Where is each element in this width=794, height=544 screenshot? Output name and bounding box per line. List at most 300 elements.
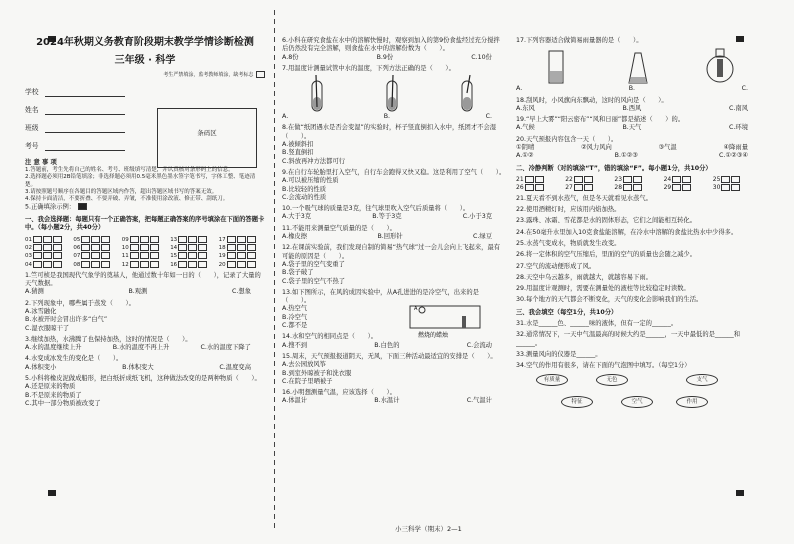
option: C.气温计 — [466, 397, 492, 405]
option: C.其中一部分物质被改变了 — [25, 399, 101, 407]
answer-bubble[interactable] — [43, 261, 52, 268]
answer-cell — [122, 236, 168, 244]
field-label: 学校 — [25, 87, 39, 96]
section1-heading: 一、我会选择题：每题只有一个正确答案，把每题正确答案的序号填涂在下面的答题卡中。（每小题2分，共40分） — [25, 216, 265, 232]
section1-questions — [25, 272, 265, 408]
thermometer-figure — [282, 75, 506, 113]
question — [282, 244, 506, 285]
answer-sheet — [25, 236, 265, 269]
answer-bubble[interactable] — [247, 261, 256, 268]
answer-number: 05 — [73, 236, 81, 243]
answer-bubble[interactable] — [53, 244, 62, 251]
question-text: 14.水和空气的相同点是（ ）。 — [282, 333, 378, 341]
option: C.想象 — [232, 288, 251, 296]
option: A.①② — [516, 152, 534, 160]
answer-cell — [122, 261, 168, 269]
option: C.袋子里的空气不热了 — [282, 277, 346, 285]
gutter-dash — [274, 91, 275, 96]
tf-cell — [664, 184, 713, 192]
answer-bubble[interactable] — [91, 244, 100, 251]
tf-cell — [565, 176, 614, 184]
answer-cell — [25, 261, 71, 269]
answer-number: 01 — [25, 236, 32, 243]
question-text: 16.小明想测量气温，应该选择（ ）。 — [282, 389, 396, 397]
answer-cell — [25, 252, 71, 260]
question-text: 3.继续加热，水沸腾了也保持加热，这时的情况是（ ）。 — [25, 335, 192, 343]
answer-bubble[interactable] — [33, 252, 42, 259]
tf-bubble-t[interactable] — [574, 176, 583, 183]
option: A.大于3克 — [282, 213, 312, 221]
answer-bubble[interactable] — [53, 236, 62, 243]
tf-bubble-t[interactable] — [672, 176, 681, 183]
answer-bubble[interactable] — [227, 261, 236, 268]
option: B.天气 — [622, 124, 642, 132]
tf-bubble-t[interactable] — [672, 184, 681, 191]
answer-number: 14 — [170, 245, 178, 252]
answer-bubble[interactable] — [53, 261, 62, 268]
section2-heading: 二、冷静判断（对的填涂“T”，错的填涂“F”。每小题1分，共10分） — [516, 164, 712, 172]
answer-bubble[interactable] — [227, 236, 236, 243]
option: ④降雨量 — [723, 144, 748, 152]
answer-bubble[interactable] — [81, 252, 90, 259]
tf-statement: 25.水蒸气变成水，物质就发生改变。 — [516, 239, 621, 247]
answer-bubble[interactable] — [237, 252, 246, 259]
answer-bubble[interactable] — [227, 244, 236, 251]
gutter-dash — [274, 397, 275, 402]
bubble-node[interactable]: 有质量 — [536, 374, 568, 386]
tf-statement: 21.夏天看不到水蒸气，但是冬天就看见水蒸气。 — [516, 194, 652, 202]
answer-bubble[interactable] — [198, 244, 207, 251]
answer-number: 08 — [73, 261, 81, 268]
question — [516, 136, 762, 153]
tf-statement: 23.露珠、冰霜、雪花都是水的固体形态，它们之间能相互转化。 — [516, 217, 697, 225]
bubble-map — [516, 374, 762, 422]
option: A. — [282, 113, 289, 121]
note-item: 4.保持卡面清洁，不要折叠、不要弄破、弄皱，不准使用涂改液、修正带、刮纸刀。 — [25, 196, 229, 203]
tf-bubble-t[interactable] — [721, 184, 730, 191]
test-tube-diagram — [454, 75, 484, 113]
question-text: 18.刮风时，小风旗向东飘动，这时的风向是（ ）。 — [516, 96, 668, 104]
option: A.8份 — [282, 53, 299, 61]
tf-bubble-f[interactable] — [584, 176, 593, 183]
tf-statement: 29.用温度计观测时，需要在测量处的液柱等比较稳定时读数。 — [516, 285, 690, 293]
question — [282, 124, 506, 165]
container-diagram — [541, 47, 573, 85]
gutter-dash — [274, 109, 275, 114]
bubble-node[interactable]: 特征 — [561, 396, 593, 408]
gutter-dash — [274, 370, 275, 375]
option: C.会流动 — [466, 341, 492, 349]
option: B.体积变大 — [122, 363, 154, 371]
answer-bubble[interactable] — [237, 236, 246, 243]
option: A.被倾斜扣 — [282, 141, 314, 149]
answer-bubble[interactable] — [188, 252, 197, 259]
option: B.回形针 — [377, 233, 403, 241]
option: C. — [485, 113, 492, 121]
options — [282, 54, 506, 62]
gutter-dash — [274, 82, 275, 87]
fill-blank-item: 34.空气的作用有很多，请在下面的气泡图中填写。（每空1分） — [516, 362, 691, 370]
gutter-dash — [274, 325, 275, 330]
field-line[interactable] — [45, 107, 125, 115]
column-3 — [516, 34, 762, 534]
gutter-dash — [274, 55, 275, 60]
tf-number: 21 — [516, 175, 524, 183]
option: A.可以被压缩的性质 — [282, 177, 339, 185]
option: C.都不是 — [282, 322, 308, 330]
option: B.等于3克 — [372, 213, 402, 221]
answer-bubble[interactable] — [91, 252, 100, 259]
field-line[interactable] — [45, 125, 125, 133]
tf-bubble-t[interactable] — [623, 176, 632, 183]
answer-bubble[interactable] — [178, 261, 187, 268]
gutter-dash — [274, 406, 275, 411]
answer-bubble[interactable] — [53, 252, 62, 259]
answer-bubble[interactable] — [101, 244, 110, 251]
note-item: 1.答题前，考生先将自己的姓名、考号、班级填写清楚，并认真核对条形码上的信息。 — [25, 167, 234, 174]
exam-subtitle: 三年级 · 科学 — [114, 55, 176, 67]
answer-bubble[interactable] — [247, 252, 256, 259]
option: A.猜测 — [25, 288, 44, 296]
answer-bubble[interactable] — [247, 236, 256, 243]
question — [25, 300, 265, 333]
answer-bubble[interactable] — [150, 261, 159, 268]
answer-bubble[interactable] — [33, 244, 42, 251]
gutter-dash — [274, 451, 275, 456]
answer-bubble[interactable] — [198, 236, 207, 243]
answer-bubble[interactable] — [198, 252, 207, 259]
answer-cell — [122, 244, 168, 252]
answer-number: 16 — [170, 261, 178, 268]
tf-cell — [516, 176, 565, 184]
answer-number: 07 — [73, 253, 81, 260]
gutter-dash — [274, 172, 275, 177]
tf-bubble-t[interactable] — [525, 176, 534, 183]
gutter-dash — [274, 271, 275, 276]
gutter-dash — [274, 316, 275, 321]
option: ②风力风向 — [580, 144, 612, 152]
answer-number: 10 — [121, 245, 129, 252]
options — [516, 144, 762, 152]
gutter-dash — [274, 64, 275, 69]
gutter-dash — [274, 253, 275, 258]
section3-heading: 三、我会填空（每空1分，共10分） — [516, 308, 618, 316]
gutter-dash — [274, 46, 275, 51]
tf-number: 27 — [565, 183, 573, 191]
answer-cell — [170, 261, 216, 269]
gutter-dash — [274, 127, 275, 132]
question — [282, 65, 506, 122]
test-tube-diagram — [379, 75, 409, 113]
answer-bubble[interactable] — [188, 261, 197, 268]
gutter-dash — [274, 442, 275, 447]
answer-bubble[interactable] — [91, 236, 100, 243]
option: B.水被开时会冒出许多“白气” — [25, 316, 108, 324]
wind-box-diagram — [408, 300, 488, 340]
option: C.南风 — [729, 104, 748, 112]
options — [516, 85, 762, 93]
option: C.湿衣服晾干了 — [25, 324, 70, 332]
tf-bubble-f[interactable] — [731, 176, 740, 183]
answer-bubble[interactable] — [81, 261, 90, 268]
tf-bubble-t[interactable] — [623, 184, 632, 191]
field-line[interactable] — [45, 143, 125, 151]
container-diagram — [705, 47, 737, 85]
answer-number: 13 — [170, 236, 178, 243]
question-text: 8.在做“纸团遇水是否会变湿”的实验时，杯子竖直倒扣入水中，纸团才不会湿（ ）。 — [282, 124, 497, 140]
bubble-node[interactable]: 空气 — [621, 396, 653, 408]
tf-number: 28 — [614, 183, 623, 191]
tf-bubble-f[interactable] — [535, 176, 544, 183]
field-line[interactable] — [45, 89, 125, 97]
gutter-dash — [274, 469, 275, 474]
fill-blank-item: 31.水是______色、______味的液体，但有一定的______。 — [516, 320, 678, 328]
test-tube-diagram — [304, 75, 334, 113]
answer-bubble[interactable] — [178, 236, 187, 243]
gutter-dash — [274, 298, 275, 303]
options — [516, 105, 762, 113]
tf-statement: 28.天空中乌云越多，雨就越大，就越容易下雨。 — [516, 273, 652, 281]
option: A.体温计 — [282, 397, 308, 405]
answer-bubble[interactable] — [81, 236, 90, 243]
tf-bubble-f[interactable] — [633, 184, 642, 191]
answer-cell — [73, 244, 119, 252]
page-footer: 小三科学（期末）2—1 — [395, 525, 462, 533]
option: C.绿豆 — [473, 233, 492, 241]
answer-cell — [25, 236, 71, 244]
answer-bubble[interactable] — [91, 261, 100, 268]
gutter-dash — [274, 235, 275, 240]
gutter-dash — [274, 289, 275, 294]
option: B.不是原来的物质了 — [25, 391, 82, 399]
answer-bubble[interactable] — [130, 236, 139, 243]
answer-cell — [219, 244, 265, 252]
question — [25, 336, 265, 353]
answer-cell — [73, 236, 119, 244]
answer-bubble[interactable] — [130, 252, 139, 259]
answer-bubble[interactable] — [140, 261, 149, 268]
option: B.①②③ — [614, 152, 638, 160]
answer-bubble[interactable] — [178, 244, 187, 251]
gutter-dash — [274, 433, 275, 438]
answer-bubble[interactable] — [43, 244, 52, 251]
option: C.会流动的性质 — [282, 193, 327, 201]
answer-number: 11 — [121, 253, 129, 260]
question-text: 13.如下图所示，在风的成因实验中，从A孔进进的是冷空气，出来的是（ ）。 — [282, 288, 479, 305]
bubble-node[interactable]: 支气 — [686, 374, 718, 386]
note-item: 3.请按照题号顺序在各题目的答题区域内作答，超出答题区域书写的答案无效。 — [25, 188, 218, 195]
tf-number: 24 — [663, 175, 672, 183]
tf-bubble-t[interactable] — [574, 184, 583, 191]
answer-bubble[interactable] — [101, 252, 110, 259]
question-text: 9.在自行车轮胎里打入空气，自行车会跑得又快又稳。这是利用了空气（ ）。 — [282, 168, 506, 176]
gutter-dash — [274, 262, 275, 267]
rain-gauge-figure — [516, 47, 762, 85]
gutter-dash — [274, 361, 275, 366]
options — [282, 213, 506, 221]
gutter-dash — [274, 514, 275, 519]
bubble-node[interactable]: 作用 — [676, 396, 708, 408]
gutter-dash — [274, 505, 275, 510]
answer-cell — [219, 252, 265, 260]
option: A.橡皮擦 — [282, 233, 308, 241]
answer-bubble[interactable] — [140, 252, 149, 259]
answer-bubble[interactable] — [140, 244, 149, 251]
answer-number: 20 — [218, 261, 226, 268]
answer-cell — [73, 261, 119, 269]
options — [282, 233, 506, 241]
question-text: 15.周末，天气预报报道阴天，无风，下面三种活动最适宜的安排是（ ）。 — [282, 352, 497, 360]
option: A.水的温度继续上升 — [25, 344, 82, 352]
gutter-dash — [274, 415, 275, 420]
tf-statement: 30.每个地方的天气都会不断变化，天气的变化会影响我们的生活。 — [516, 296, 703, 304]
tf-bubble-f[interactable] — [731, 184, 740, 191]
gutter-dash — [274, 190, 275, 195]
question — [516, 97, 762, 114]
answer-bubble[interactable] — [43, 236, 52, 243]
answer-bubble[interactable] — [150, 252, 159, 259]
tf-cell — [614, 184, 663, 192]
gutter-dash — [274, 424, 275, 429]
tf-cell — [713, 176, 762, 184]
q20-options — [516, 152, 762, 160]
fill-example: 5.正确填涂示例： — [25, 203, 265, 212]
bubble-node[interactable]: 无色 — [596, 374, 628, 386]
answer-bubble[interactable] — [101, 236, 110, 243]
question — [282, 225, 506, 242]
tf-cell — [516, 184, 565, 192]
option: A. — [516, 85, 523, 93]
gutter-dash — [274, 37, 275, 42]
answer-cell — [25, 244, 71, 252]
option: C.在院子里晒被子 — [282, 377, 333, 385]
answer-cell — [219, 236, 265, 244]
question-text: 17.下列容器适合做简易雨量器的是（ ）。 — [516, 37, 643, 44]
answer-bubble[interactable] — [33, 261, 42, 268]
gutter-dash — [274, 388, 275, 393]
answer-cell — [170, 236, 216, 244]
notes-heading: 注 意 事 项 — [25, 158, 57, 166]
tf-bubble-f[interactable] — [633, 176, 642, 183]
option: A.还是原来的物质 — [25, 383, 76, 391]
option: A.冰雪融化 — [25, 307, 57, 315]
gutter-dash — [274, 280, 275, 285]
options — [25, 364, 265, 372]
tf-number: 26 — [516, 183, 524, 191]
hole-label: A — [414, 306, 418, 313]
option: B.水温计 — [374, 397, 400, 405]
answer-bubble[interactable] — [140, 236, 149, 243]
option: B. — [383, 113, 391, 121]
option: A.搜不到 — [282, 341, 308, 349]
answer-bubble[interactable] — [43, 252, 52, 259]
gutter-dash — [274, 217, 275, 222]
answer-bubble[interactable] — [130, 244, 139, 251]
option: ①阴晴 — [516, 144, 535, 152]
tf-number: 29 — [663, 183, 672, 191]
question — [516, 116, 762, 133]
option: B.西风 — [622, 104, 642, 112]
option: C.①②③④ — [719, 152, 748, 160]
gutter-dash — [274, 487, 275, 492]
gutter-dash — [274, 118, 275, 123]
container-diagram — [623, 47, 655, 85]
tf-cell — [664, 176, 713, 184]
tf-bubble-f[interactable] — [584, 184, 593, 191]
gutter-dash — [274, 307, 275, 312]
option: C.温度变高 — [219, 363, 251, 371]
option: A.去公园放风筝 — [282, 361, 326, 369]
gutter-dash — [274, 478, 275, 483]
option: B.9份 — [376, 53, 394, 61]
answer-bubble[interactable] — [150, 236, 159, 243]
option: A.热空气 — [282, 305, 308, 313]
answer-bubble[interactable] — [188, 244, 197, 251]
option: A.气候 — [516, 124, 535, 132]
answer-number: 09 — [121, 236, 129, 243]
tf-bubble-t[interactable] — [721, 176, 730, 183]
tf-cell — [565, 184, 614, 192]
answer-bubble[interactable] — [237, 261, 246, 268]
answer-bubble[interactable] — [237, 244, 246, 251]
answer-bubble[interactable] — [130, 261, 139, 268]
answer-bubble[interactable] — [247, 244, 256, 251]
option: C.水的温度下降了 — [200, 344, 251, 352]
answer-cell — [73, 252, 119, 260]
answer-number: 06 — [73, 245, 81, 252]
tf-bubble-t[interactable] — [525, 184, 534, 191]
question-text: 2.下列现象中，哪些属于蒸发（ ）。 — [25, 299, 135, 307]
answer-bubble[interactable] — [188, 236, 197, 243]
tf-bubble-f[interactable] — [535, 184, 544, 191]
gutter-dash — [274, 244, 275, 249]
answer-bubble[interactable] — [198, 261, 207, 268]
gutter-dash — [274, 136, 275, 141]
answer-bubble[interactable] — [33, 236, 42, 243]
gutter-dash — [274, 352, 275, 357]
column-1 — [25, 34, 265, 534]
fill-blank-item: 32.通常情况下，一天中气温最高的时候大约是______，一天中最低的是______和______。 — [516, 331, 741, 347]
options — [282, 342, 506, 350]
gutter-dash — [274, 163, 275, 168]
question-text: 11.不能用来测量空气质量的是（ ）。 — [282, 224, 396, 232]
option: B.冷空气 — [282, 313, 308, 321]
absence-notice: 考生严禁填涂，监考教师填涂，缺考标志 — [25, 71, 265, 79]
gutter-dash — [274, 181, 275, 186]
question — [282, 37, 506, 62]
gutter-dash — [274, 199, 275, 204]
answer-bubble[interactable] — [81, 244, 90, 251]
option: C.小于3克 — [462, 213, 492, 221]
answer-bubble[interactable] — [227, 252, 236, 259]
options — [25, 344, 265, 352]
fold-line — [270, 10, 278, 540]
option: B.到室外晾被子和洗衣服 — [282, 369, 352, 377]
option: B.竖直倒扣 — [282, 149, 314, 157]
tf-bubble-f[interactable] — [682, 176, 691, 183]
answer-bubble[interactable] — [150, 244, 159, 251]
option: C. — [741, 85, 748, 93]
options — [25, 288, 265, 296]
question-text: 4.水变成冰发生的变化是（ ）。 — [25, 355, 123, 363]
option: C.环境 — [729, 124, 748, 132]
answer-bubble[interactable] — [178, 252, 187, 259]
tf-statement: 24.在50毫升水里加入10克食盐能溶解，在冷水中溶解的食盐比热水中少得多。 — [516, 228, 738, 236]
answer-bubble[interactable] — [101, 261, 110, 268]
gutter-dash — [274, 226, 275, 231]
tf-answer-sheet — [516, 176, 762, 192]
tf-bubble-f[interactable] — [682, 184, 691, 191]
